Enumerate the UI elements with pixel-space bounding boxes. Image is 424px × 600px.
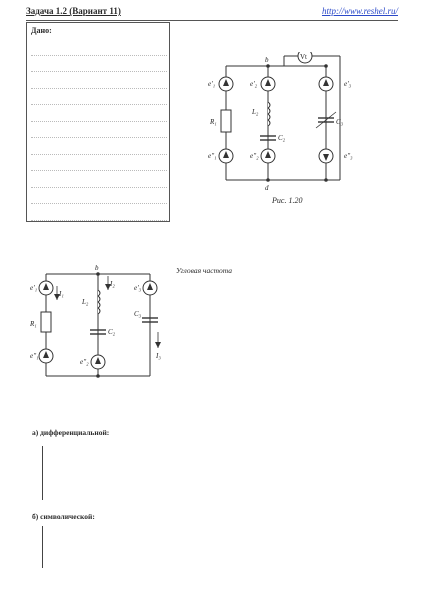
equation-line bbox=[49, 460, 249, 480]
circuit-figure-1 bbox=[206, 52, 362, 194]
fig2-capacitor-label: C₃ bbox=[134, 310, 142, 318]
fig2-current-label: I₃ bbox=[156, 352, 161, 360]
section-a-equations bbox=[42, 446, 249, 500]
fig2-current-label: I₁ bbox=[59, 290, 64, 298]
fig1-resistor-label: R₁ bbox=[210, 118, 217, 126]
given-row bbox=[31, 105, 167, 122]
header-divider bbox=[26, 20, 398, 21]
fig1-capacitor-label: C₃ bbox=[336, 118, 344, 126]
fig1-source-label: e'₃ bbox=[344, 80, 352, 88]
fig2-node-label: b bbox=[95, 264, 99, 272]
equation-line bbox=[49, 554, 249, 568]
fig1-node-label: d bbox=[265, 184, 269, 192]
fig1-source-label: e''₂ bbox=[250, 152, 259, 160]
equation-line bbox=[49, 480, 249, 500]
given-row bbox=[31, 89, 167, 106]
given-row bbox=[31, 204, 167, 221]
given-row bbox=[31, 56, 167, 73]
site-link[interactable]: http://www.reshel.ru/ bbox=[321, 6, 398, 16]
equation-line bbox=[49, 540, 249, 554]
fig1-source-label: e''₃ bbox=[344, 152, 353, 160]
given-box bbox=[26, 22, 170, 222]
fig2-source-label: e'₃ bbox=[134, 284, 142, 292]
section-a-title: а) дифференциальной: bbox=[32, 428, 110, 437]
fig2-current-label: I₂ bbox=[110, 280, 115, 288]
fig2-source-label: e'₁ bbox=[30, 284, 38, 292]
figure-caption: Рис. 1.20 bbox=[272, 196, 303, 205]
fig2-resistor-label: R₁ bbox=[30, 320, 37, 328]
fig1-inductor-label: L₂ bbox=[252, 108, 259, 116]
given-title: Дано: bbox=[31, 26, 52, 35]
equation-line bbox=[49, 446, 249, 460]
given-row bbox=[31, 155, 167, 172]
task-title: Задача 1.2 (Вариант 11) bbox=[26, 6, 121, 16]
given-row bbox=[31, 171, 167, 188]
fig1-source-label: e'₁ bbox=[208, 80, 216, 88]
given-list bbox=[31, 39, 167, 221]
omega-title: Угловая частота bbox=[176, 266, 233, 275]
section-b-title: б) символической: bbox=[32, 512, 95, 521]
equation-line bbox=[49, 526, 249, 540]
fig2-source-label: e''₁ bbox=[30, 352, 39, 360]
fig2-inductor-label: L₂ bbox=[82, 298, 89, 306]
given-row bbox=[31, 122, 167, 139]
fig2-capacitor-label: C₂ bbox=[108, 328, 116, 336]
given-row bbox=[31, 188, 167, 205]
fig2-source-label: e''₂ bbox=[80, 358, 89, 366]
page-header bbox=[26, 6, 398, 20]
given-row bbox=[31, 72, 167, 89]
section-b-equations bbox=[42, 526, 249, 568]
fig1-voltmeter-label: Vt bbox=[300, 53, 307, 61]
fig1-source-label: e''₁ bbox=[208, 152, 217, 160]
fig1-node-label: b bbox=[265, 56, 269, 64]
fig1-source-label: e'₂ bbox=[250, 80, 258, 88]
circuit-figure-2 bbox=[30, 264, 164, 384]
given-row bbox=[31, 138, 167, 155]
given-row bbox=[31, 39, 167, 56]
fig1-capacitor-label: C₂ bbox=[278, 134, 286, 142]
